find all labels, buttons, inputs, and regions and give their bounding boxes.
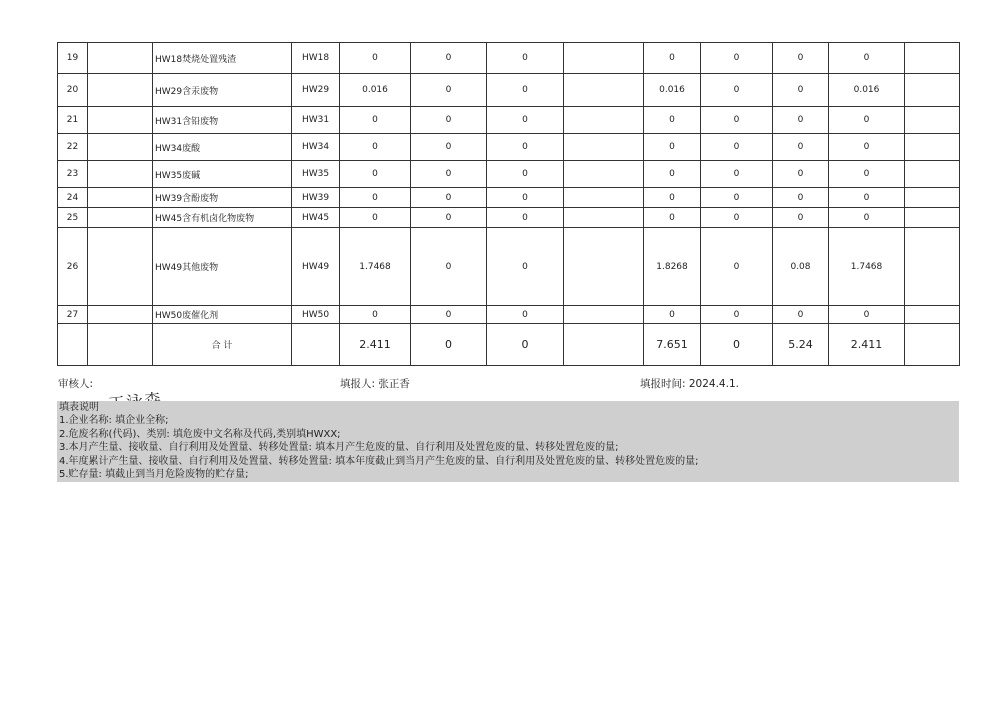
total-label: 合 计 <box>153 324 292 366</box>
table-row <box>58 74 960 107</box>
row-number: 26 <box>58 228 88 306</box>
value-cell: 0 <box>701 306 773 324</box>
value-cell: 0 <box>411 228 487 306</box>
value-cell <box>905 107 960 134</box>
value-cell <box>564 43 644 74</box>
value-cell <box>564 107 644 134</box>
value-cell <box>564 306 644 324</box>
value-cell: 0 <box>829 188 905 208</box>
value-cell: 0 <box>340 188 411 208</box>
value-cell: 0 <box>829 43 905 74</box>
row-number: 24 <box>58 188 88 208</box>
table-row <box>58 107 960 134</box>
row-number: 19 <box>58 43 88 74</box>
waste-name: HW49其他废物 <box>153 228 292 306</box>
report-date: 填报时间: 2024.4.1. <box>640 378 739 390</box>
waste-name: HW39含酚废物 <box>153 188 292 208</box>
waste-code: HW49 <box>292 228 340 306</box>
instruction-line-2: 2.危废名称(代码)、类别: 填危废中文名称及代码,类别填HWXX; <box>59 428 341 440</box>
row-number: 20 <box>58 74 88 107</box>
waste-code: HW50 <box>292 306 340 324</box>
waste-name: HW18焚烧处置残渣 <box>153 43 292 74</box>
total-value-cell: 5.24 <box>773 324 829 366</box>
row-number: 23 <box>58 161 88 188</box>
table-row <box>58 208 960 228</box>
value-cell <box>905 188 960 208</box>
value-cell: 0 <box>773 134 829 161</box>
value-cell: 0 <box>487 228 564 306</box>
total-blank-cell <box>292 324 340 366</box>
row-blank-cell <box>88 306 153 324</box>
table-row <box>58 161 960 188</box>
hazardous-waste-table <box>57 42 960 366</box>
value-cell: 0 <box>773 43 829 74</box>
value-cell: 0.08 <box>773 228 829 306</box>
instructions-box <box>57 401 959 482</box>
total-blank-cell <box>88 324 153 366</box>
waste-name: HW50废催化剂 <box>153 306 292 324</box>
row-number: 21 <box>58 107 88 134</box>
total-value-cell: 0 <box>411 324 487 366</box>
value-cell: 0.016 <box>340 74 411 107</box>
row-number: 27 <box>58 306 88 324</box>
value-cell <box>564 208 644 228</box>
value-cell <box>905 43 960 74</box>
row-blank-cell <box>88 43 153 74</box>
value-cell: 0 <box>701 43 773 74</box>
row-number: 22 <box>58 134 88 161</box>
value-cell: 0 <box>701 74 773 107</box>
row-blank-cell <box>88 228 153 306</box>
value-cell: 0 <box>487 134 564 161</box>
waste-name: HW45含有机卤化物废物 <box>153 208 292 228</box>
value-cell: 0 <box>411 208 487 228</box>
value-cell: 0 <box>829 107 905 134</box>
value-cell: 0 <box>487 208 564 228</box>
value-cell: 0 <box>773 161 829 188</box>
instructions-title: 填表说明 <box>59 402 99 413</box>
value-cell: 0 <box>773 188 829 208</box>
value-cell: 0 <box>340 134 411 161</box>
value-cell: 0 <box>487 161 564 188</box>
instruction-line-1: 1.企业名称: 填企业全称; <box>59 415 169 427</box>
table-row <box>58 134 960 161</box>
row-blank-cell <box>88 74 153 107</box>
value-cell: 0 <box>773 208 829 228</box>
value-cell: 0 <box>411 306 487 324</box>
value-cell: 0 <box>487 188 564 208</box>
total-value-cell: 0 <box>487 324 564 366</box>
value-cell: 1.8268 <box>644 228 701 306</box>
value-cell <box>564 134 644 161</box>
value-cell: 0 <box>340 161 411 188</box>
value-cell: 0 <box>829 161 905 188</box>
value-cell: 0.016 <box>829 74 905 107</box>
total-value-cell: 0 <box>701 324 773 366</box>
row-number: 25 <box>58 208 88 228</box>
total-value-cell <box>564 324 644 366</box>
waste-name: HW34废酸 <box>153 134 292 161</box>
value-cell: 0 <box>487 107 564 134</box>
value-cell: 0 <box>773 74 829 107</box>
instruction-line-3: 3.本月产生量、接收量、自行利用及处置量、转移处置量: 填本月产生危废的量、自行利用及处置危废的量、转移处置危废的量; <box>59 442 619 454</box>
value-cell: 0 <box>773 107 829 134</box>
value-cell: 0 <box>411 161 487 188</box>
row-blank-cell <box>88 134 153 161</box>
total-value-cell: 2.411 <box>340 324 411 366</box>
value-cell: 0 <box>644 43 701 74</box>
value-cell: 0 <box>644 306 701 324</box>
row-blank-cell <box>88 208 153 228</box>
value-cell: 0 <box>411 74 487 107</box>
value-cell: 0 <box>340 43 411 74</box>
table-row <box>58 228 960 306</box>
waste-code: HW34 <box>292 134 340 161</box>
value-cell <box>564 188 644 208</box>
table-row <box>58 306 960 324</box>
value-cell: 0 <box>340 208 411 228</box>
value-cell: 0.016 <box>644 74 701 107</box>
value-cell: 0 <box>829 134 905 161</box>
waste-code: HW18 <box>292 43 340 74</box>
value-cell: 0 <box>644 188 701 208</box>
total-blank-cell <box>58 324 88 366</box>
value-cell <box>905 306 960 324</box>
table-row <box>58 188 960 208</box>
value-cell <box>905 161 960 188</box>
value-cell: 0 <box>487 306 564 324</box>
total-value-cell <box>905 324 960 366</box>
preparer-label: 填报人: 张正香 <box>340 378 410 390</box>
row-blank-cell <box>88 161 153 188</box>
value-cell <box>564 228 644 306</box>
waste-name: HW31含铅废物 <box>153 107 292 134</box>
reviewer-label: 审核人: <box>58 378 94 390</box>
value-cell: 0 <box>411 188 487 208</box>
value-cell <box>564 74 644 107</box>
value-cell: 0 <box>644 107 701 134</box>
value-cell: 0 <box>411 43 487 74</box>
value-cell: 0 <box>644 208 701 228</box>
instruction-line-5: 5.贮存量: 填截止到当月危险废物的贮存量; <box>59 469 249 481</box>
waste-code: HW45 <box>292 208 340 228</box>
value-cell: 0 <box>340 306 411 324</box>
waste-name: HW35废碱 <box>153 161 292 188</box>
value-cell: 0 <box>487 43 564 74</box>
value-cell <box>564 161 644 188</box>
value-cell: 0 <box>644 161 701 188</box>
value-cell <box>905 134 960 161</box>
value-cell: 0 <box>701 188 773 208</box>
total-value-cell: 7.651 <box>644 324 701 366</box>
value-cell <box>905 208 960 228</box>
value-cell: 0 <box>829 306 905 324</box>
value-cell: 1.7468 <box>340 228 411 306</box>
value-cell: 0 <box>701 134 773 161</box>
total-value-cell: 2.411 <box>829 324 905 366</box>
value-cell: 0 <box>340 107 411 134</box>
value-cell: 0 <box>701 107 773 134</box>
value-cell: 0 <box>644 134 701 161</box>
row-blank-cell <box>88 107 153 134</box>
value-cell: 0 <box>829 208 905 228</box>
value-cell: 0 <box>411 134 487 161</box>
waste-name: HW29含汞废物 <box>153 74 292 107</box>
value-cell: 1.7468 <box>829 228 905 306</box>
waste-code: HW29 <box>292 74 340 107</box>
instruction-line-4: 4.年度累计产生量、接收量、自行利用及处置量、转移处置量: 填本年度截止到当月产生危废的量、自行利用及处置危废的量、转移处置危废的量; <box>59 455 699 467</box>
table-row <box>58 43 960 74</box>
value-cell: 0 <box>701 208 773 228</box>
value-cell <box>905 74 960 107</box>
value-cell: 0 <box>701 228 773 306</box>
total-row <box>58 324 960 366</box>
value-cell: 0 <box>487 74 564 107</box>
value-cell: 0 <box>701 161 773 188</box>
value-cell: 0 <box>773 306 829 324</box>
waste-code: HW39 <box>292 188 340 208</box>
row-blank-cell <box>88 188 153 208</box>
waste-code: HW31 <box>292 107 340 134</box>
waste-code: HW35 <box>292 161 340 188</box>
value-cell <box>905 228 960 306</box>
value-cell: 0 <box>411 107 487 134</box>
